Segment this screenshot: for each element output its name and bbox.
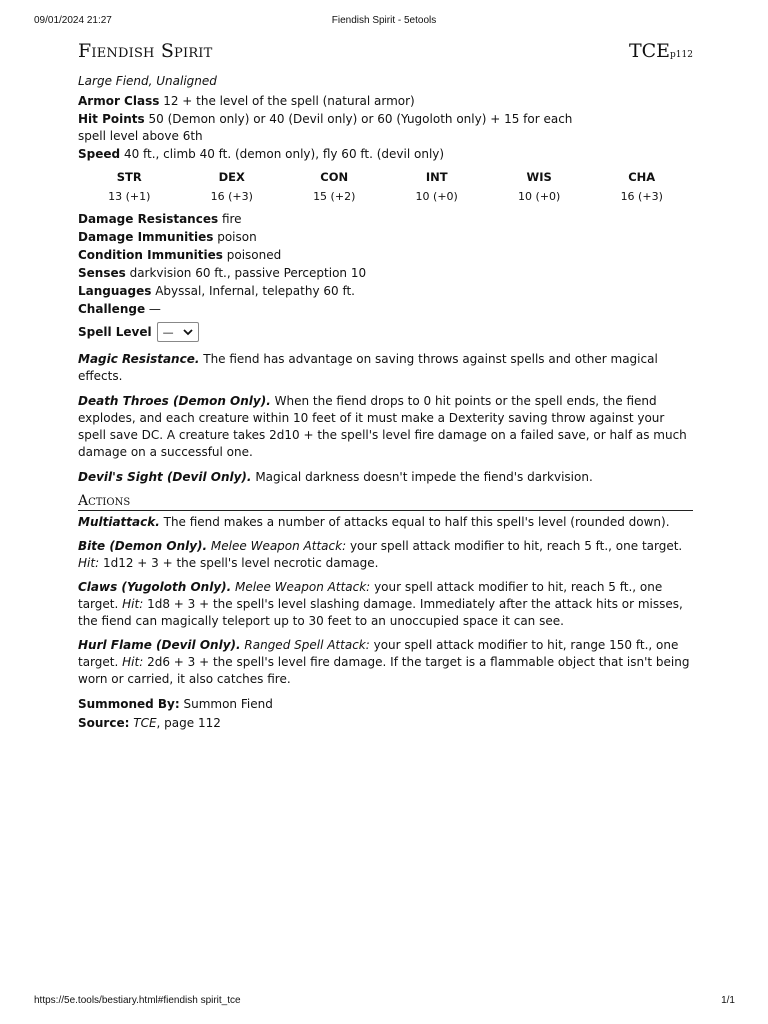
trait-magic-resistance — [78, 351, 693, 385]
print-url: https://5e.tools/bestiary.html#fiendish spirit_tce — [34, 995, 241, 1006]
ability-score[interactable]: 13 (+1) — [108, 190, 151, 203]
ability-header: CHA — [628, 170, 656, 184]
challenge — [78, 301, 693, 318]
hit-points-label: Hit Points — [78, 112, 145, 126]
trait-name: Devil's Sight (Devil Only). — [78, 470, 252, 484]
languages — [78, 283, 693, 300]
print-page-number: 1/1 — [721, 995, 735, 1006]
prop-label: Condition Immunities — [78, 248, 223, 262]
action-name: Bite (Demon Only). — [78, 539, 208, 553]
ability-value-row — [78, 188, 693, 205]
trait-text: When the fiend drops to 0 hit points or the spell ends, the fiend explodes, and each creature within 10 feet of it must make a Dexterity saving throw against your spell save DC. A creature takes 2d10 + the spell's level fire damage on a failed save, or half as much damage on a successful one. — [78, 394, 687, 459]
ability-header: INT — [425, 170, 448, 184]
summoned-by-label: Summoned By: — [78, 697, 180, 711]
action-bite — [78, 538, 693, 572]
summoned-by — [78, 696, 693, 713]
spell-level-selected: — — [162, 325, 174, 339]
prop-value[interactable]: fire — [221, 212, 242, 226]
ability-header: DEX — [218, 170, 245, 184]
action-text: The fiend makes a number of attacks equal to half this spell's level (rounded down). — [163, 515, 670, 529]
stat-block — [78, 40, 693, 734]
source-label: Source: — [78, 716, 130, 730]
actions-heading: Actions — [78, 493, 693, 511]
prop-label: Senses — [78, 266, 126, 280]
attack-type: Ranged Spell Attack: — [244, 638, 370, 652]
ability-score[interactable]: 15 (+2) — [313, 190, 356, 203]
condition-immunities — [78, 247, 693, 264]
ability-score[interactable]: 10 (+0) — [518, 190, 561, 203]
trait-devils-sight — [78, 469, 693, 486]
chevron-down-icon — [183, 328, 193, 336]
attack-type: Melee Weapon Attack: — [210, 539, 347, 553]
spell-level-row — [78, 321, 693, 343]
prop-value: darkvision 60 ft., passive Perception 10 — [129, 266, 367, 280]
hit-text[interactable]: 2d6 + 3 + the spell's level fire damage. If the target is a flammable object that isn't being worn or carried, it also catches fire. — [78, 655, 690, 686]
footer-props — [78, 696, 693, 732]
ability-score[interactable]: 16 (+3) — [620, 190, 663, 203]
spell-level-select[interactable] — [157, 322, 199, 342]
hit-label: Hit: — [78, 556, 100, 570]
trait-death-throes — [78, 393, 693, 461]
armor-class — [78, 93, 693, 110]
prop-label: Damage Resistances — [78, 212, 219, 226]
action-name: Hurl Flame (Devil Only). — [78, 638, 241, 652]
damage-immunities — [78, 229, 693, 246]
action-text[interactable]: your spell attack modifier to hit, reach 5 ft., one target. — [349, 539, 683, 553]
prop-label: Challenge — [78, 302, 146, 316]
hit-text[interactable]: 1d8 + 3 + the spell's level slashing damage. Immediately after the attack hits or misses, the fiend can magically teleport up to 30 feet to an unoccupied space it can see. — [78, 597, 683, 628]
monster-name: Fiendish Spirit — [78, 40, 213, 62]
source-line — [78, 715, 693, 732]
action-multiattack — [78, 514, 693, 531]
armor-class-value: 12 + the level of the spell (natural armor) — [163, 94, 415, 108]
trait-text: Magical darkness doesn't impede the fiend's darkvision. — [255, 470, 593, 484]
spell-level-label: Spell Level — [78, 324, 152, 339]
prop-label: Languages — [78, 284, 152, 298]
action-text[interactable]: your spell attack modifier to hit, reach 5 ft., one target. — [78, 580, 663, 611]
damage-resistances — [78, 211, 693, 228]
speed-value: 40 ft., climb 40 ft. (demon only), fly 60 ft. (devil only) — [123, 147, 445, 161]
type-line: Large Fiend, Unaligned — [78, 74, 217, 88]
source-book[interactable]: TCE — [133, 716, 157, 730]
speed — [78, 146, 693, 163]
source-tag[interactable] — [628, 40, 693, 64]
senses — [78, 265, 693, 282]
hit-points — [78, 111, 578, 145]
prop-label: Damage Immunities — [78, 230, 214, 244]
print-header — [0, 15, 768, 29]
prop-value[interactable]: poisoned — [226, 248, 282, 262]
hit-points-value: 50 (Demon only) or 40 (Devil only) or 60 (Yugoloth only) + 15 for each spell level above 6th — [78, 112, 573, 143]
trait-text: The fiend has advantage on saving throws against spells and other magical effects. — [78, 352, 658, 383]
ability-score[interactable]: 16 (+3) — [210, 190, 253, 203]
ability-header: STR — [116, 170, 142, 184]
action-hurl-flame — [78, 637, 693, 688]
summoned-by-value[interactable]: Summon Fiend — [183, 697, 273, 711]
print-date: 09/01/2024 21:27 — [34, 15, 112, 26]
ability-scores-table — [78, 169, 693, 205]
print-footer — [0, 995, 768, 1009]
prop-value: — — [148, 302, 161, 316]
attack-type: Melee Weapon Attack: — [235, 580, 371, 594]
hit-label: Hit: — [122, 655, 144, 669]
name-row — [78, 40, 693, 73]
action-claws — [78, 579, 693, 630]
action-text[interactable]: your spell attack modifier to hit, range 150 ft., one target. — [78, 638, 679, 669]
trait-name: Magic Resistance. — [78, 352, 200, 366]
speed-label: Speed — [78, 147, 121, 161]
ability-score[interactable]: 10 (+0) — [415, 190, 458, 203]
print-title: Fiendish Spirit - 5etools — [331, 15, 437, 26]
prop-value: Abyssal, Infernal, telepathy 60 ft. — [155, 284, 355, 298]
prop-value[interactable]: poison — [217, 230, 257, 244]
source-abbr[interactable]: TCE — [628, 40, 671, 62]
ability-header: CON — [320, 170, 349, 184]
ability-header: WIS — [526, 170, 552, 184]
source-page-text: , page 112 — [156, 716, 221, 730]
ability-header-row — [78, 169, 693, 188]
action-name: Claws (Yugoloth Only). — [78, 580, 232, 594]
hit-label: Hit: — [122, 597, 144, 611]
trait-name: Death Throes (Demon Only). — [78, 394, 271, 408]
hit-text[interactable]: 1d12 + 3 + the spell's level necrotic damage. — [102, 556, 379, 570]
source-page: p112 — [670, 50, 693, 60]
action-name: Multiattack. — [78, 515, 160, 529]
armor-class-label: Armor Class — [78, 94, 160, 108]
